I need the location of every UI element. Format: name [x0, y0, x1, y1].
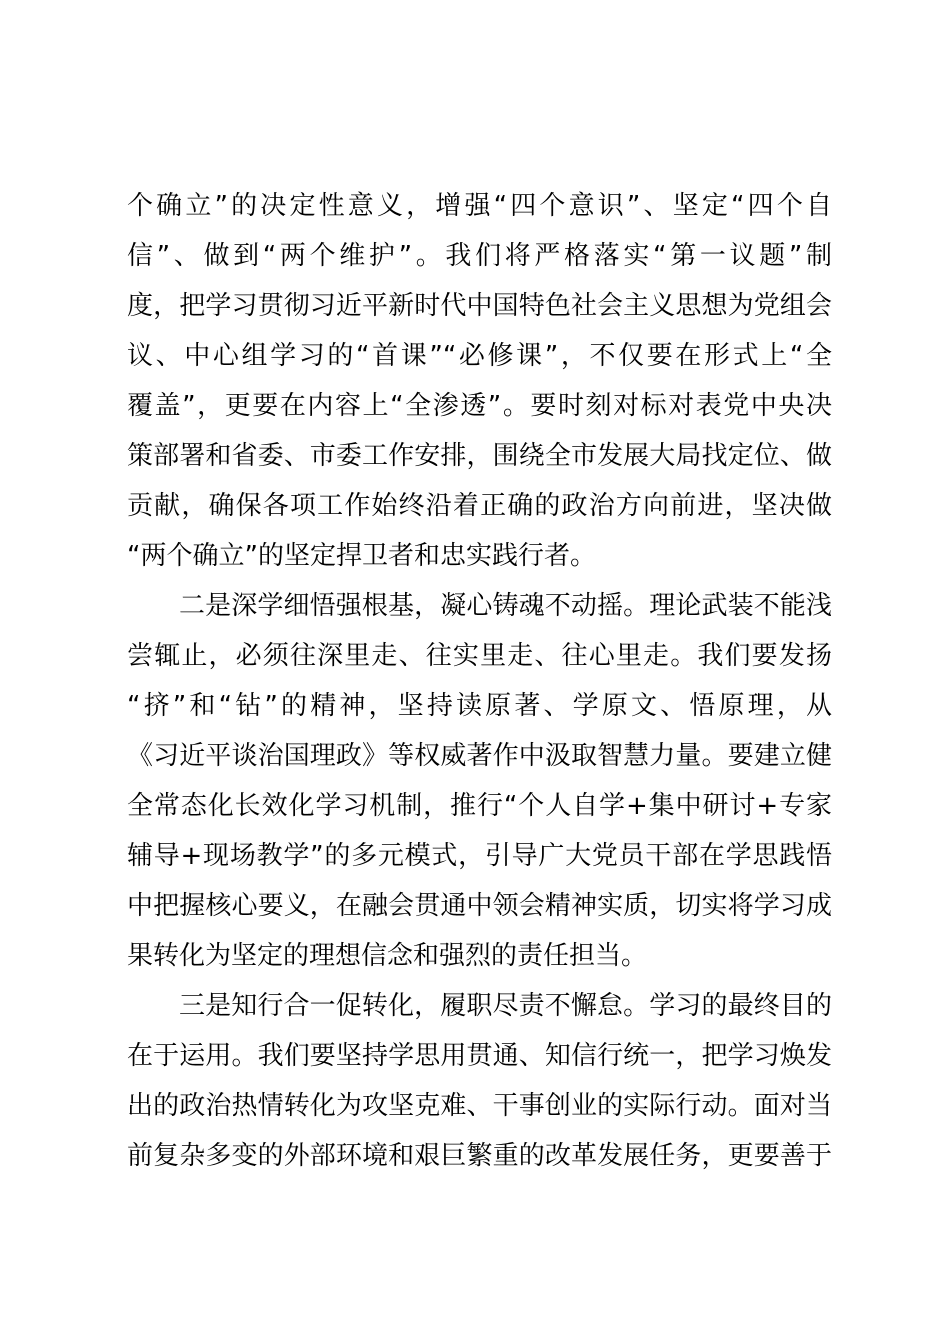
text-line: 全常态化长效化学习机制，推行“个人自学+集中研讨+专家 — [127, 791, 832, 821]
text-line: 前复杂多变的外部环境和艰巨繁重的改革发展任务，更要善于 — [127, 1141, 832, 1171]
text-line: 出的政治热情转化为攻坚克难、干事创业的实际行动。面对当 — [127, 1091, 832, 1121]
text-line: 辅导+现场教学”的多元模式，引导广大党员干部在学思践悟 — [127, 841, 832, 871]
text-line: 果转化为坚定的理想信念和强烈的责任担当。 — [127, 941, 648, 971]
text-line: “挤”和“钻”的精神，坚持读原著、学原文、悟原理，从 — [127, 691, 832, 721]
text-line: 《习近平谈治国理政》等权威著作中汲取智慧力量。要建立健 — [127, 741, 832, 771]
text-line: 覆盖”，更要在内容上“全渗透”。要时刻对标对表党中央决 — [127, 391, 832, 421]
text-line: 在于运用。我们要坚持学思用贯通、知信行统一，把学习焕发 — [127, 1041, 832, 1071]
text-line: 尝辄止，必须往深里走、往实里走、往心里走。我们要发扬 — [127, 641, 832, 671]
text-line: “两个确立”的坚定捍卫者和忠实践行者。 — [127, 541, 596, 571]
text-line: 议、中心组学习的“首课”“必修课”，不仅要在形式上“全 — [127, 341, 832, 371]
text-line: 中把握核心要义，在融会贯通中领会精神实质，切实将学习成 — [127, 891, 832, 921]
paragraph-heading-line: 三是知行合一促转化，履职尽责不懈怠。学习的最终目的 — [179, 991, 832, 1021]
document-body — [127, 181, 832, 1181]
text-line: 个确立”的决定性意义，增强“四个意识”、坚定“四个自 — [127, 191, 832, 221]
text-line: 信”、做到“两个维护”。我们将严格落实“第一议题”制 — [127, 241, 832, 271]
text-line: 度，把学习贯彻习近平新时代中国特色社会主义思想为党组会 — [127, 291, 832, 321]
text-line: 策部署和省委、市委工作安排，围绕全市发展大局找定位、做 — [127, 441, 832, 471]
paragraph-heading-line: 二是深学细悟强根基，凝心铸魂不动摇。理论武装不能浅 — [179, 591, 832, 621]
text-line: 贡献，确保各项工作始终沿着正确的政治方向前进，坚决做 — [127, 491, 832, 521]
